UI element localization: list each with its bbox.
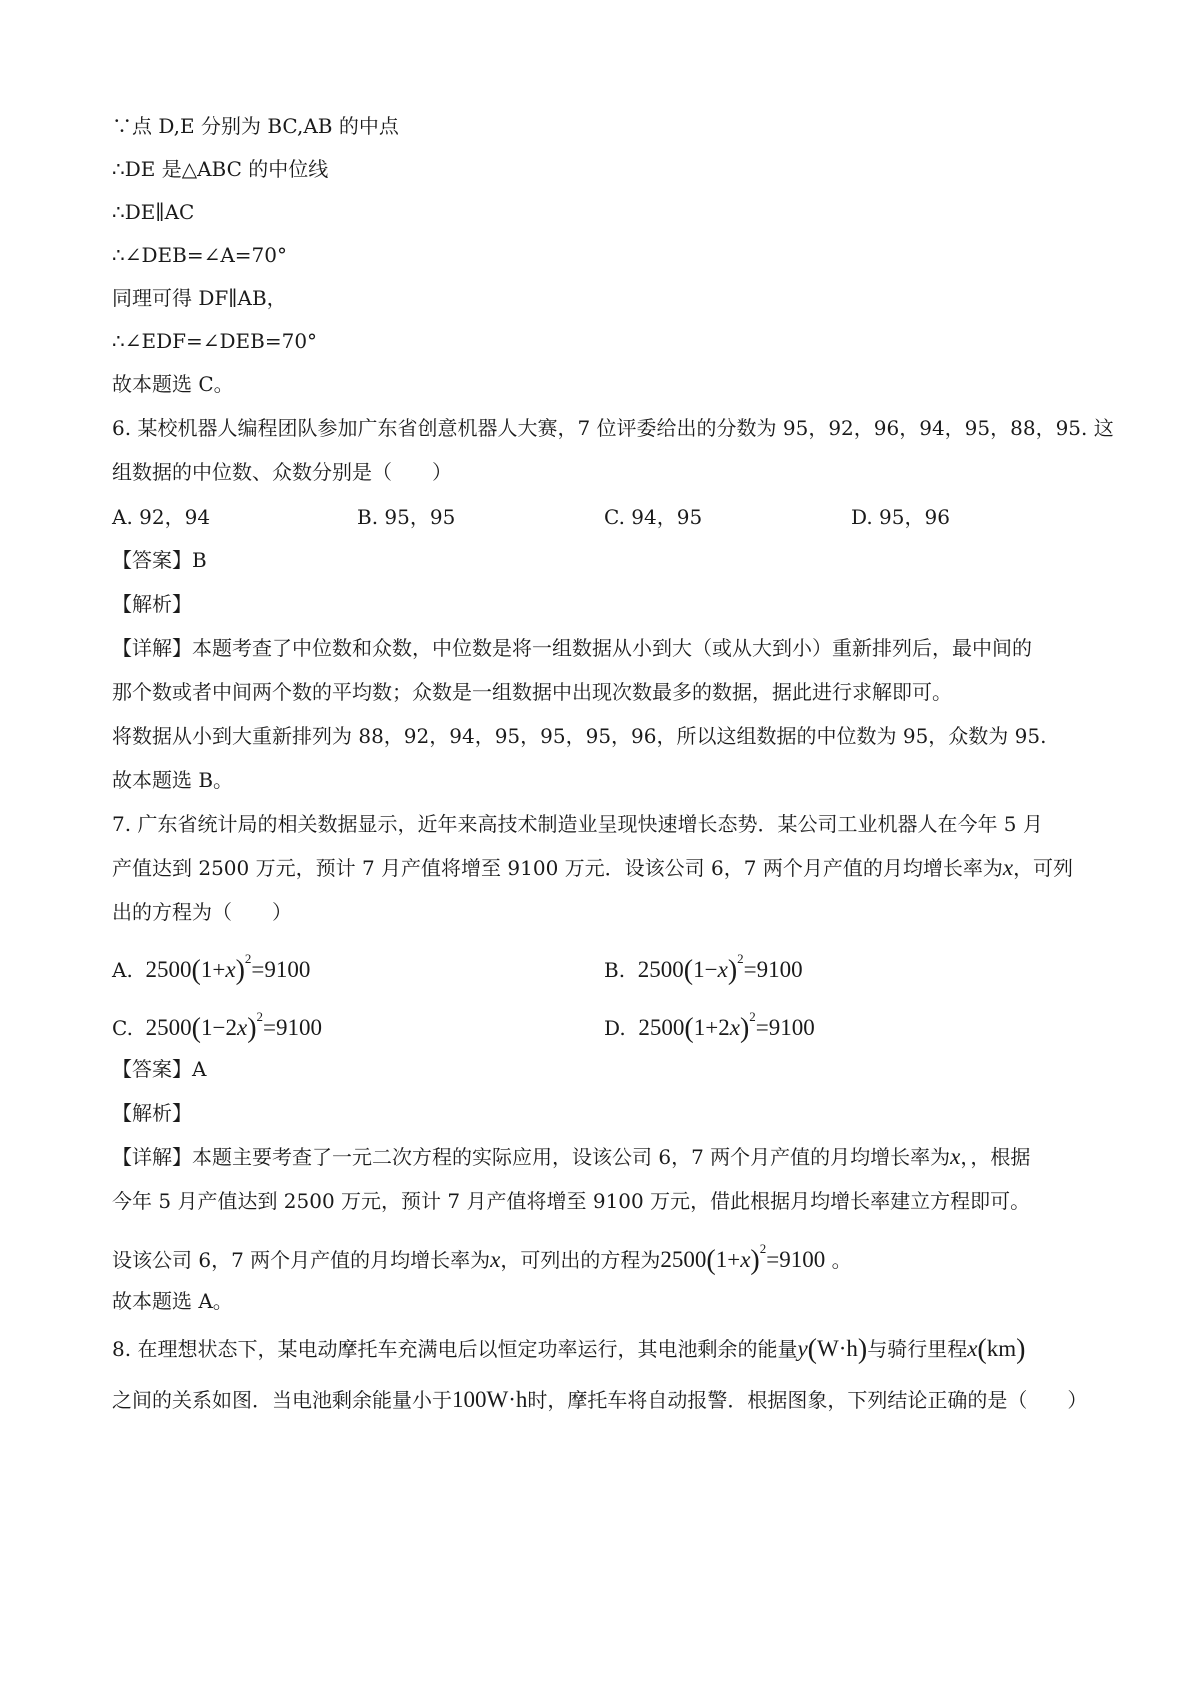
question-8-stem-cont: 之间的关系如图．当电池剩余能量小于100W·h时，摩托车将自动报警．根据图象，下列结论正确的是（ ） [112,1387,1088,1412]
solution-line: ∵点 D,E 分别为 BC,AB 的中点 [112,114,399,138]
option-label: C. [112,1016,133,1040]
question-7-stem-cont: 出的方程为（ ） [112,900,292,924]
option-label: D. [604,1016,626,1040]
analysis-label: 【解析】 [112,592,192,616]
stem-text: 产值达到 2500 万元，预计 7 月产值将增至 9100 万元．设该公司 6，7 两个月产值的月均增长率为 [112,856,1003,880]
equation: $2500(1-x)^2=9100$ [637,951,803,986]
variable-x: x [1002,855,1014,880]
detail-text: 今年 5 月产值达到 2500 万元，预计 7 月产值将增至 9100 万元，借此根据月均增长率建立方程即可。 [112,1189,1031,1213]
detail-text: 设该公司 6，7 两个月产值的月均增长率为x，可列出的方程为$2500(1+x)^2=9100$ 。 [112,1241,852,1276]
conclusion-line: 故本题选 B。 [112,768,234,792]
answer-label: 【答案】B [112,548,207,572]
analysis-label: 【解析】 [112,1101,192,1125]
conclusion-line: 故本题选 C。 [112,372,234,396]
option-a [112,945,310,985]
question-7-stem-cont [112,854,1073,882]
conclusion-line: 故本题选 A。 [112,1289,233,1313]
solution-line: ∴∠DEB=∠A=70° [112,243,287,267]
equation: $2500(1+2x)^2=9100$ [638,1009,815,1044]
option-d [604,1003,815,1043]
solution-line: ∴DE∥AC [112,200,195,224]
option-a: A. 92，94 [112,505,211,529]
option-label: A. [112,958,133,982]
detail-text: 【详解】本题考查了中位数和众数，中位数是将一组数据从小到大（或从大到小）重新排列后，最中间的 [112,636,1032,660]
solution-line: ∴∠EDF=∠DEB=70° [112,329,318,353]
equation: $2500(1-2x)^2=9100$ [145,1009,323,1044]
option-c: C. 94，95 [604,505,703,529]
question-7-stem: 7. 广东省统计局的相关数据显示，近年来高技术制造业呈现快速增长态势．某公司工业机器人在今年 5 月 [112,812,1043,836]
question-6-stem-cont: 组数据的中位数、众数分别是（ ） [112,460,452,484]
option-c [112,1003,322,1043]
option-d: D. 95，96 [851,505,950,529]
option-b [604,945,803,985]
option-b: B. 95，95 [357,505,456,529]
equation: $2500(1+x)^2=9100$ [145,951,311,986]
solution-line: ∴DE 是△ABC 的中位线 [112,157,329,181]
stem-text: ，可列 [1013,856,1074,880]
question-8-stem: 8. 在理想状态下，某电动摩托车充满电后以恒定功率运行，其电池剩余的能量y(W·h)与骑行里程x(km) [112,1334,1026,1365]
detail-text: 那个数或者中间两个数的平均数；众数是一组数据中出现次数最多的数据，据此进行求解即可。 [112,680,952,704]
answer-label: 【答案】A [112,1057,207,1081]
detail-text: 将数据从小到大重新排列为 88，92，94，95，95，95，96，所以这组数据的中位数为 95，众数为 95. [112,724,1047,748]
detail-text: 【详解】本题主要考查了一元二次方程的实际应用，设该公司 6，7 两个月产值的月均增长率为x，，根据 [112,1144,1031,1169]
question-6-stem: 6. 某校机器人编程团队参加广东省创意机器人大赛，7 位评委给出的分数为 95，92，96，94，95，88，95. 这 [112,416,1114,440]
solution-line: 同理可得 DF∥AB， [112,286,287,310]
equation: $2500(1+x)^2=9100$ [660,1241,826,1276]
option-label: B. [604,958,626,982]
